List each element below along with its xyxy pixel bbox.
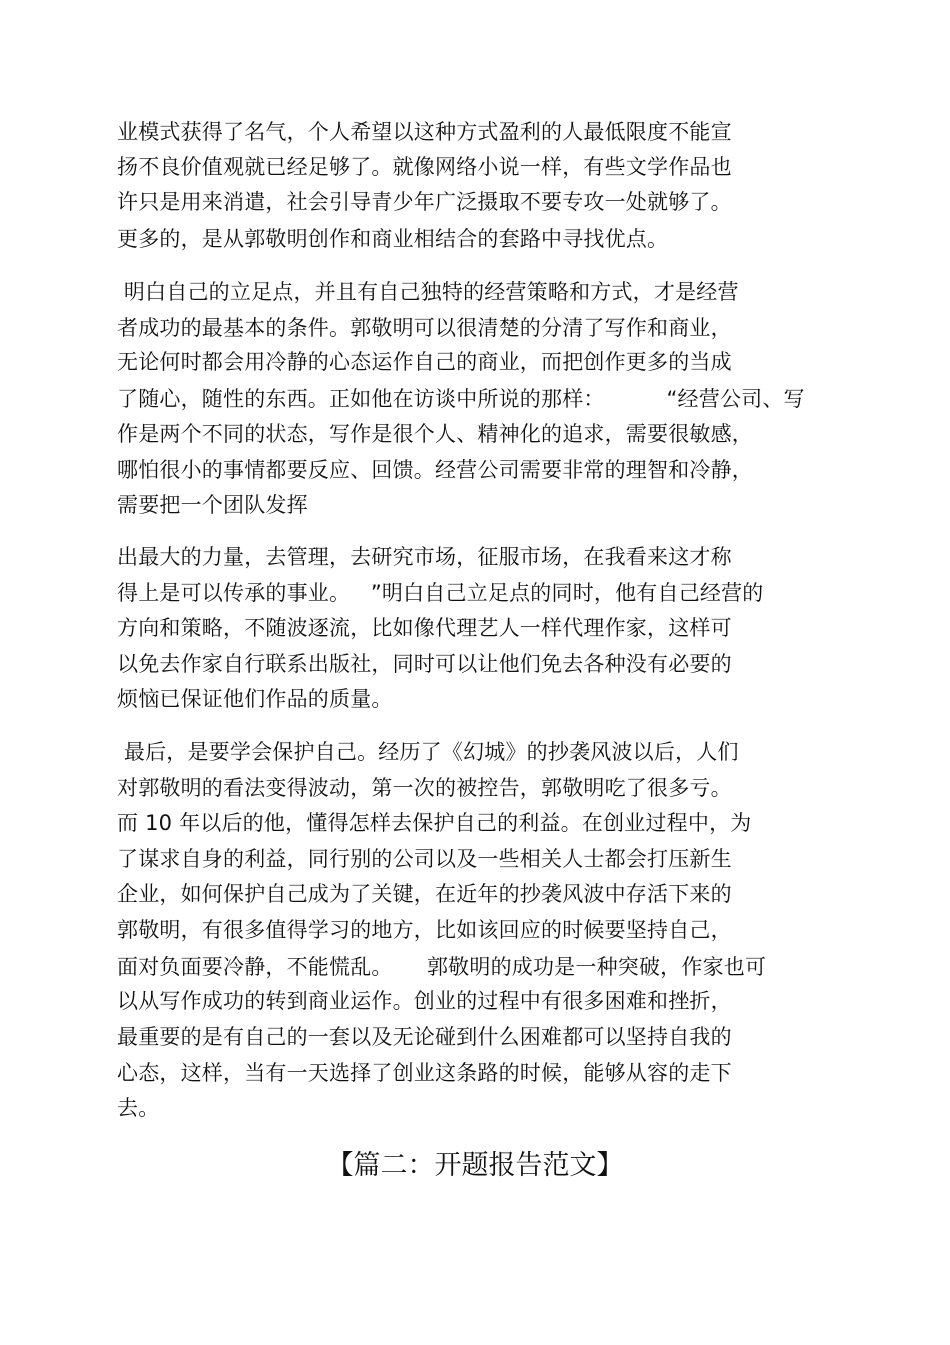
- text-line: 面对负面要冷静，不能慌乱。 郭敬明的成功是一种突破，作家也可: [117, 955, 767, 979]
- text-line: 对郭敬明的看法变得波动，第一次的被控告，郭敬明吃了很多亏。: [117, 776, 732, 800]
- text-line: 方向和策略，不随波逐流，比如像代理艺人一样代理作家，这样可: [117, 616, 732, 640]
- text-line: 许只是用来消遣，社会引导青少年广泛摄取不要专攻一处就够了。: [117, 190, 732, 214]
- text-line: 去。: [117, 1096, 160, 1120]
- text-line: 需要把一个团队发挥: [117, 493, 308, 517]
- text-line: 心态，这样，当有一天选择了创业这条路的时候，能够从容的走下: [117, 1061, 732, 1085]
- section-heading: 【篇二：开题报告范文】: [326, 1150, 624, 1181]
- text-line: 烦恼已保证他们作品的质量。: [117, 687, 393, 711]
- text-line: 明白自己的立足点，并且有自己独特的经营策略和方式，才是经营: [117, 280, 739, 304]
- text-line: 更多的，是从郭敬明创作和商业相结合的套路中寻找优点。: [117, 227, 669, 251]
- text-line: 得上是可以传承的事业。 ”明白自己立足点的同时，他有自己经营的: [117, 581, 764, 605]
- text-line: 无论何时都会用冷静的心态运作自己的商业，而把创作更多的当成: [117, 350, 732, 374]
- text-line: 郭敬明，有很多值得学习的地方，比如该回应的时候要坚持自己，: [117, 918, 732, 942]
- text-line: 扬不良价值观就已经足够了。就像网络小说一样，有些文学作品也: [117, 155, 732, 179]
- text-line: 业模式获得了名气，个人希望以这种方式盈利的人最低限度不能宣: [117, 120, 732, 144]
- text-line: 最重要的是有自己的一套以及无论碰到什么困难都可以坚持自我的: [117, 1025, 732, 1049]
- text-line: 哪怕很小的事情都要反应、回馈。经营公司需要非常的理智和冷静，: [117, 458, 753, 482]
- text-line: 企业，如何保护自己成为了关键，在近年的抄袭风波中存活下来的: [117, 882, 732, 906]
- text-line: 作是两个不同的状态，写作是很个人、精神化的追求，需要很敏感，: [117, 422, 753, 446]
- text-line: 了随心，随性的东西。正如他在访谈中所说的那样： “经营公司、写: [117, 387, 805, 411]
- text-line: 而 10 年以后的他，懂得怎样去保护自己的利益。在创业过程中，为: [117, 811, 752, 835]
- text-line: 以从写作成功的转到商业运作。创业的过程中有很多困难和挫折，: [117, 989, 732, 1013]
- text-line: 以免去作家自行联系出版社，同时可以让他们免去各种没有必要的: [117, 652, 732, 676]
- text-line: 最后，是要学会保护自己。经历了《幻城》的抄袭风波以后，人们: [117, 740, 739, 764]
- text-line: 者成功的最基本的条件。郭敬明可以很清楚的分清了写作和商业，: [117, 316, 732, 340]
- text-line: 出最大的力量，去管理，去研究市场，征服市场，在我看来这才称: [117, 545, 732, 569]
- text-line: 了谋求自身的利益，同行别的公司以及一些相关人士都会打压新生: [117, 847, 732, 871]
